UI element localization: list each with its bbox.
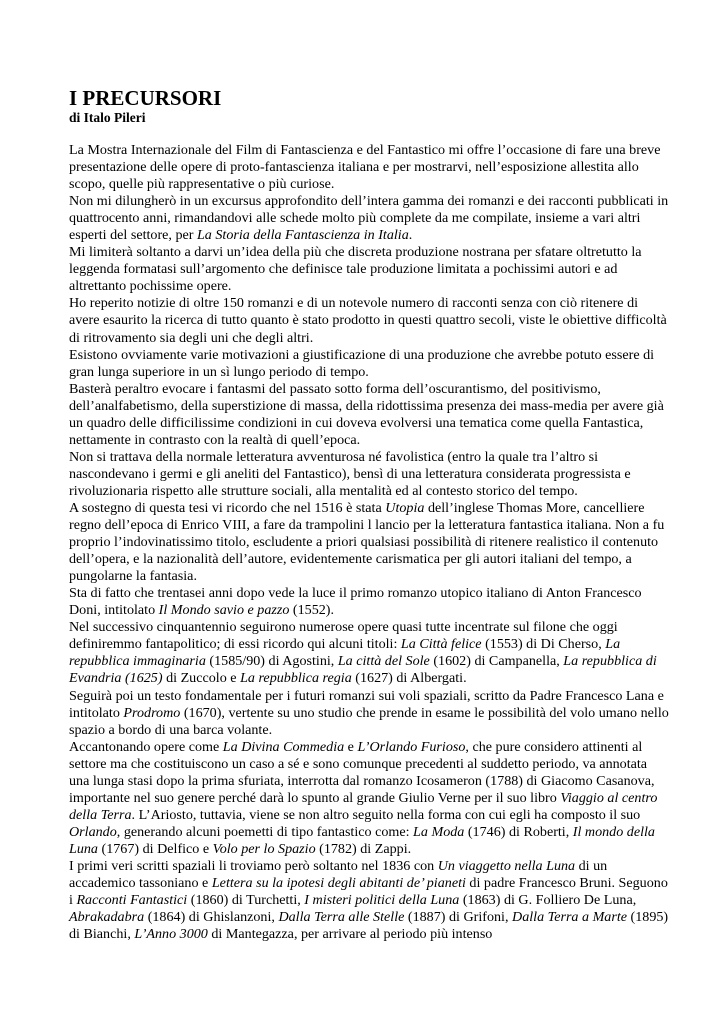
italic-title-text: Orlando [69,823,117,840]
paragraph-text: (1670), vertente su uno studio che prende in esame le possibilità del volo umano nello spazio a bordo di una barca volante. [69,704,669,738]
document-page [69,86,669,943]
italic-title-text: La repubblica di Evandria (1625) [69,653,657,687]
paragraph [69,739,669,858]
italic-title-text: Volo per lo Spazio [212,840,316,857]
paragraph-text: (1553) di Di Cherso, [481,636,606,653]
paragraph [69,244,669,295]
paragraph-text: (1887) di Grifoni, [404,909,513,926]
italic-title-text: Abrakadabra [69,909,145,926]
paragraph-text: di Mantegazza, per arrivare al periodo più intenso [207,926,493,943]
italic-title-text: La Storia della Fantascienza in Italia [196,227,409,244]
paragraph-text: Seguirà poi un testo fondamentale per i futuri romanzi sui voli spaziali, scritto da Padre Francesco Lana e intitolato [69,687,664,721]
paragraph-text: (1746) di Roberti, [464,823,573,840]
italic-title-text: L’Anno 3000 [134,926,208,943]
paragraph-text: La Mostra Internazionale del Film di Fantascienza e del Fantastico mi offre l’occasione di fare una breve presentazione delle opere di proto-fantascienza italiana e per mostrarvi, nell’esposizione allestita allo scopo, quelle più rappresentative o più curiose. [69,142,661,193]
paragraph [69,688,669,739]
paragraph-text: , generando alcuni poemetti di tipo fantastico come: [116,823,414,840]
paragraph-text: di un accademico tassoniano e [69,857,608,892]
paragraph-text: Sta di fatto che trentasei anni dopo vede la luce il primo romanzo utopico italiano di Anton Francesco Doni, intitolato [69,585,642,619]
italic-title-text: Il mondo della Luna [69,823,655,857]
paragraph-text: Mi limiterà soltanto a darvi un’idea della più che discreta produzione nostrana per sfatare oltretutto la leggenda formatasi sull’argomento che definisce tale produzione limitata a pochissimi autori e ad altrettanto pochissime opere. [69,244,642,295]
paragraph-text: (1627) di Albergati. [351,670,467,687]
paragraph-text: Non si trattava della normale letteratura avventurosa né favolistica (entro la quale tra l’altro si nascondevano i germi e gli aneliti del Fantastico), bensì di una letteratura considerata progressista e rivoluzionaria rispetto alle strutture sociali, alla mentalità ed al contesto storico del tempo. [69,448,631,499]
paragraph-text: Non mi dilungherò in un excursus approfondito dell’intera gamma dei romanzi e dei racconti pubblicati in quattrocento anni, rimandandovi alle schede molto più complete da me compilate, insieme a vari altri esperti del settore, per [69,193,669,244]
paragraph-text: (1602) di Campanella, [429,653,564,670]
paragraph-text: Basterà peraltro evocare i fantasmi del passato sotto forma dell’oscurantismo, del positivismo, dell’analfabetismo, della superstizione di massa, della ridottissima presenza dei mass-media per avere già un quadro delle difficilissime condizioni in cui doveva evolversi una tematica come quella Fantastica, nettamente in contrasto con la realtà di quell’epoca. [69,380,664,448]
paragraph [69,619,669,687]
paragraph-text: Nel successivo cinquantennio seguirono numerose opere quasi tutte incentrate sul filone che oggi definiremmo fantapolitico; di essi ricordo qui alcuni titoli: [69,619,618,653]
paragraph-text: (1767) di Delfico e [97,840,213,857]
paragraph [69,193,669,244]
paragraph [69,449,669,500]
italic-title-text: L’Orlando Furioso [357,738,466,755]
italic-title-text: La Moda [413,823,465,840]
paragraph-text: (1782) di Zappi. [315,840,412,857]
italic-title-text: Dalla Terra alle Stelle [278,909,405,926]
paragraph-text: e [344,738,358,755]
paragraph-text: . [408,227,413,244]
paragraph [69,858,669,943]
paragraph-text: di Zuccolo e [162,670,241,687]
italic-title-text: Viaggio al centro della Terra [69,789,658,823]
paragraph-text: (1552). [289,602,335,619]
italic-title-text: La Città felice [400,636,482,653]
paragraph [69,381,669,449]
italic-title-text: La città del Sole [337,653,430,670]
italic-title-text: Dalla Terra a Marte [512,909,628,926]
italic-title-text: Un viaggetto nella Luna [437,857,576,874]
paragraph-text: Accantonando opere come [69,738,223,755]
paragraph [69,585,669,619]
paragraph [69,500,669,585]
paragraph-text: (1585/90) di Agostini, [205,653,338,670]
italic-title-text: Prodromo [123,704,181,721]
paragraph-text: (1864) di Ghislanzoni, [144,909,279,926]
paragraph [69,295,669,346]
paragraph-text: , che pure considero attinenti al settore ma che costituiscono un caso a sé e sono comunque precedenti al suddetto periodo, va annotata una lunga stasi dopo la prima sfuriata, interrotta dal romanzo Icosameron (1788) di Giacomo Casanova, importante nel suo genere perché darà lo spunto al grande Giulio Verne per il suo libro [69,738,655,806]
paragraph-text: (1860) di Turchetti, [187,892,305,909]
paragraph-text: A sostegno di questa tesi vi ricordo che nel 1516 è stata [69,499,386,516]
paragraph [69,142,669,193]
document-body [69,142,669,943]
italic-title-text: La repubblica immaginaria [69,636,621,670]
italic-title-text: La Divina Commedia [222,738,345,755]
italic-title-text: Il Mondo savio e pazzo [158,602,290,619]
paragraph-text: (1895) di Bianchi, [69,909,669,943]
paragraph-text: (1863) di G. Folliero De Luna, [459,892,637,909]
italic-title-text: Utopia [385,499,425,516]
document-title: I PRECURSORI [69,86,222,110]
italic-title-text: Racconti Fantastici [76,892,188,909]
document-author: di Italo Pileri [69,110,146,125]
paragraph-text: . L’Ariosto, tuttavia, viene se non altro seguito nella forma con cui egli ha composto il suo [131,806,641,823]
paragraph-text: Esistono ovviamente varie motivazioni a giustificazione di una produzione che avrebbe potuto essere di gran lunga superiore in un sì lungo periodo di tempo. [69,346,655,380]
paragraph-text: Ho reperito notizie di oltre 150 romanzi e di un notevole numero di racconti senza con ciò ritenere di avere esaurito la ricerca di tutto quanto è stato prodotto in questi quattro secoli, viste le obiettive difficoltà di ritrovamento sia degli uni che degli altri. [69,295,667,346]
paragraph [69,347,669,381]
paragraph-text: dell’inglese Thomas More, cancelliere regno dell’epoca di Enrico VIII, a fare da trampolini l lancio per la letteratura fantastica italiana. Non a fu proprio l’indovinatissimo titolo, escludente a priori qualsiasi possibilità di ritenere realistico il contenuto dell’opera, e la nazionalità dell’autore, evidentemente carismatica per gli autori italiani del tempo, a pungolarne la fantasia. [69,499,665,585]
paragraph-text: di padre Francesco Bruni. Seguono i [69,875,668,909]
italic-title-text: La repubblica regia [240,670,352,687]
italic-title-text: I misteri politici della Luna [304,892,460,909]
paragraph-text: I primi veri scritti spaziali li troviamo però soltanto nel 1836 con [69,857,438,874]
italic-title-text: Lettera su la ipotesi degli abitanti de’ pianeti [211,875,466,892]
